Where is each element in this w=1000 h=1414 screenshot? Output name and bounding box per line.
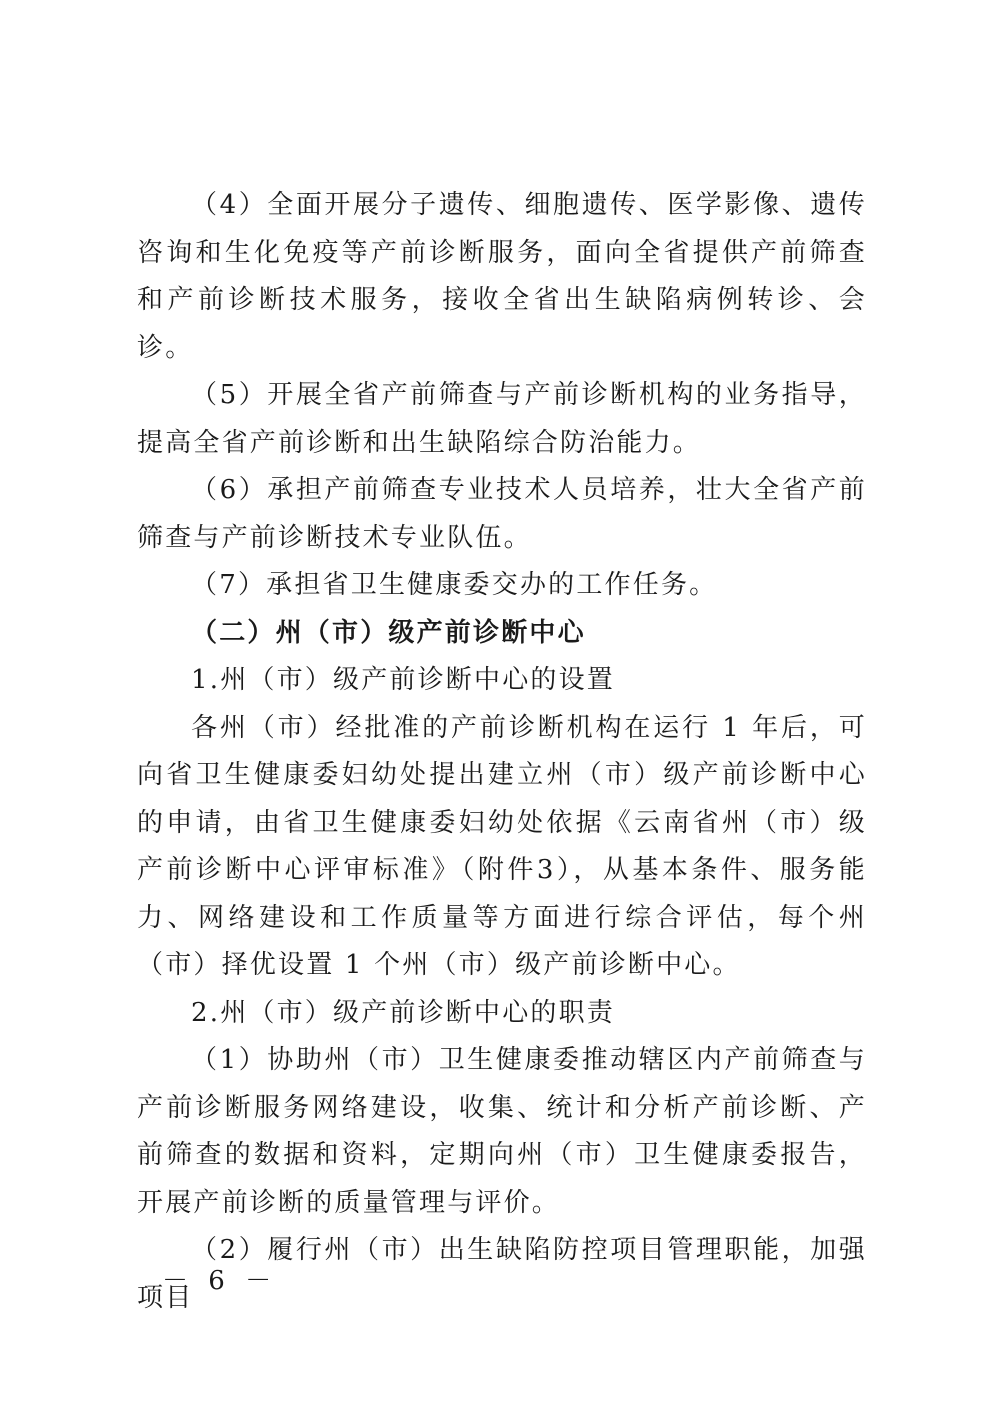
- subsection-heading-setup: 1.州（市）级产前诊断中心的设置: [191, 665, 616, 695]
- paragraph-duty-2: （2）履行州（市）出生缺陷防控项目管理职能，加强项目: [137, 1235, 867, 1313]
- paragraph-duty-1: （1）协助州（市）卫生健康委推动辖区内产前筛查与产前诊断服务网络建设，收集、统计和分析产前诊断、产前筛查的数据和资料，定期向州（市）卫生健康委报告，开展产前诊断的质量管理与评价。: [137, 1045, 867, 1218]
- subsection-heading-duties: 2.州（市）级产前诊断中心的职责: [191, 997, 616, 1028]
- paragraph-item-7: （7）承担省卫生健康委交办的工作任务。: [191, 570, 718, 600]
- section-heading: （二）州（市）级产前诊断中心: [191, 617, 586, 648]
- paragraph-setup-body: 各州（市）经批准的产前诊断机构在运行 1 年后，可向省卫生健康委妇幼处提出建立州（市）级产前诊断中心的申请，由省卫生健康委妇幼处依据《云南省州（市）级产前诊断中心评审标准》（附件3），从基本条件、服务能力、网络建设和工作质量等方面进行综合评估，每个州（市）择优设置 1 个州（市）级产前诊断中心。: [137, 712, 867, 980]
- document-body: [137, 182, 867, 1322]
- paragraph-item-4: （4）全面开展分子遗传、细胞遗传、医学影像、遗传咨询和生化免疫等产前诊断服务，面向全省提供产前筛查和产前诊断技术服务，接收全省出生缺陷病例转诊、会诊。: [137, 190, 867, 363]
- page-number: － 6 －: [162, 1266, 278, 1296]
- paragraph-item-5: （5）开展全省产前筛查与产前诊断机构的业务指导，提高全省产前诊断和出生缺陷综合防治能力。: [137, 380, 867, 458]
- paragraph-item-6: （6）承担产前筛查专业技术人员培养，壮大全省产前筛查与产前诊断技术专业队伍。: [137, 475, 867, 553]
